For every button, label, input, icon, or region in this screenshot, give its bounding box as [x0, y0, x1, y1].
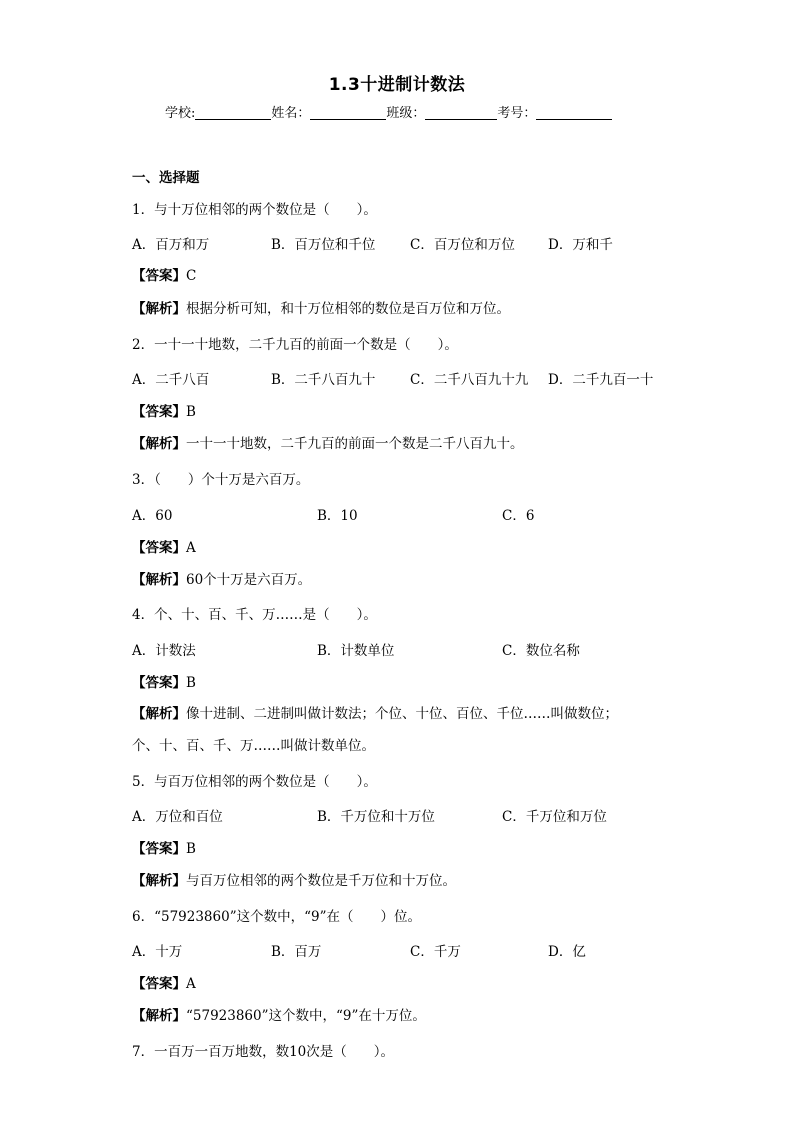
analysis-text: “57923860”这个数中，“9”在十万位。 [186, 1008, 426, 1024]
answer-value: B [186, 404, 196, 420]
class-label: 班级： [386, 106, 426, 121]
analysis-text: 一十一十地数，二千九百的前面一个数是二千八百九十。 [186, 436, 524, 452]
answer-value: A [186, 540, 196, 556]
student-info-line [165, 102, 612, 121]
question-7-stem: 7．一百万一百万地数，数10次是（ ）。 [132, 1044, 395, 1060]
answer-label: 【答案】 [132, 268, 186, 284]
question-6-analysis [132, 1004, 426, 1024]
question-2-answer [132, 400, 196, 420]
question-2-analysis [132, 432, 524, 452]
document-title: 1.3十进制计数法 [328, 75, 466, 95]
question-5-option-a: A．万位和百位 [132, 809, 223, 825]
answer-label: 【答案】 [132, 976, 186, 992]
answer-label: 【答案】 [132, 540, 186, 556]
school-blank[interactable] [195, 105, 271, 120]
question-5-answer [132, 837, 196, 857]
question-1-answer [132, 264, 196, 284]
question-2-stem: 2．一十一十地数，二千九百的前面一个数是（ ）。 [132, 337, 458, 353]
analysis-label: 【解析】 [132, 301, 186, 317]
analysis-label: 【解析】 [132, 1008, 186, 1024]
question-6-answer [132, 972, 196, 992]
question-1-option-a: A．百万和万 [132, 237, 210, 253]
question-1-option-b: B．百万位和千位 [271, 237, 376, 253]
question-1-stem: 1．与十万位相邻的两个数位是（ ）。 [132, 202, 377, 218]
question-4-analysis-continued: 个、十、百、千、万……叫做计数单位。 [132, 738, 375, 754]
question-6-option-a: A．十万 [132, 944, 183, 960]
question-6-option-b: B．百万 [271, 944, 322, 960]
question-3-option-c: C．6 [502, 508, 535, 524]
answer-value: A [186, 976, 196, 992]
question-2-option-c: C．二千八百九十九 [410, 372, 529, 388]
analysis-label: 【解析】 [132, 572, 186, 588]
question-2-option-d: D．二千九百一十 [548, 372, 654, 388]
question-6-option-d: D．亿 [548, 944, 586, 960]
question-3-analysis [132, 568, 311, 588]
question-4-analysis [132, 702, 618, 722]
question-4-option-a: A．计数法 [132, 643, 196, 659]
section-heading: 一、选择题 [132, 170, 200, 186]
analysis-text: 根据分析可知，和十万位相邻的数位是百万位和万位。 [186, 301, 510, 317]
question-5-analysis [132, 869, 456, 889]
question-5-option-c: C．千万位和万位 [502, 809, 607, 825]
question-4-option-c: C．数位名称 [502, 643, 580, 659]
question-1-option-d: D．万和千 [548, 237, 613, 253]
analysis-text: 与百万位相邻的两个数位是千万位和十万位。 [186, 873, 456, 889]
analysis-text: 60个十万是六百万。 [186, 572, 312, 588]
answer-label: 【答案】 [132, 404, 186, 420]
name-label: 姓名： [271, 106, 311, 121]
number-label: 考号： [497, 106, 537, 121]
analysis-label: 【解析】 [132, 873, 186, 889]
class-blank[interactable] [425, 105, 497, 120]
question-2-option-b: B．二千八百九十 [271, 372, 376, 388]
question-1-analysis [132, 297, 510, 317]
question-6-stem: 6．“57923860”这个数中，“9”在（ ）位。 [132, 909, 421, 925]
answer-value: B [186, 675, 196, 691]
question-1-option-c: C．百万位和万位 [410, 237, 515, 253]
answer-value: B [186, 841, 196, 857]
question-4-answer [132, 671, 196, 691]
name-blank[interactable] [310, 105, 386, 120]
analysis-label: 【解析】 [132, 436, 186, 452]
question-3-answer [132, 536, 196, 556]
question-5-option-b: B．千万位和十万位 [317, 809, 435, 825]
answer-label: 【答案】 [132, 675, 186, 691]
answer-value: C [186, 268, 197, 284]
answer-label: 【答案】 [132, 841, 186, 857]
question-4-stem: 4．个、十、百、千、万……是（ ）。 [132, 607, 377, 623]
question-2-option-a: A．二千八百 [132, 372, 210, 388]
school-label: 学校: [165, 106, 196, 121]
question-3-stem: 3．（ ）个十万是六百万。 [132, 472, 310, 488]
question-6-option-c: C．千万 [410, 944, 461, 960]
question-3-option-a: A．60 [132, 508, 173, 524]
analysis-label: 【解析】 [132, 706, 186, 722]
analysis-text: 像十进制、二进制叫做计数法；个位、十位、百位、千位……叫做数位； [186, 706, 618, 722]
number-blank[interactable] [536, 105, 612, 120]
question-5-stem: 5．与百万位相邻的两个数位是（ ）。 [132, 774, 377, 790]
question-3-option-b: B．10 [317, 508, 358, 524]
question-4-option-b: B．计数单位 [317, 643, 395, 659]
